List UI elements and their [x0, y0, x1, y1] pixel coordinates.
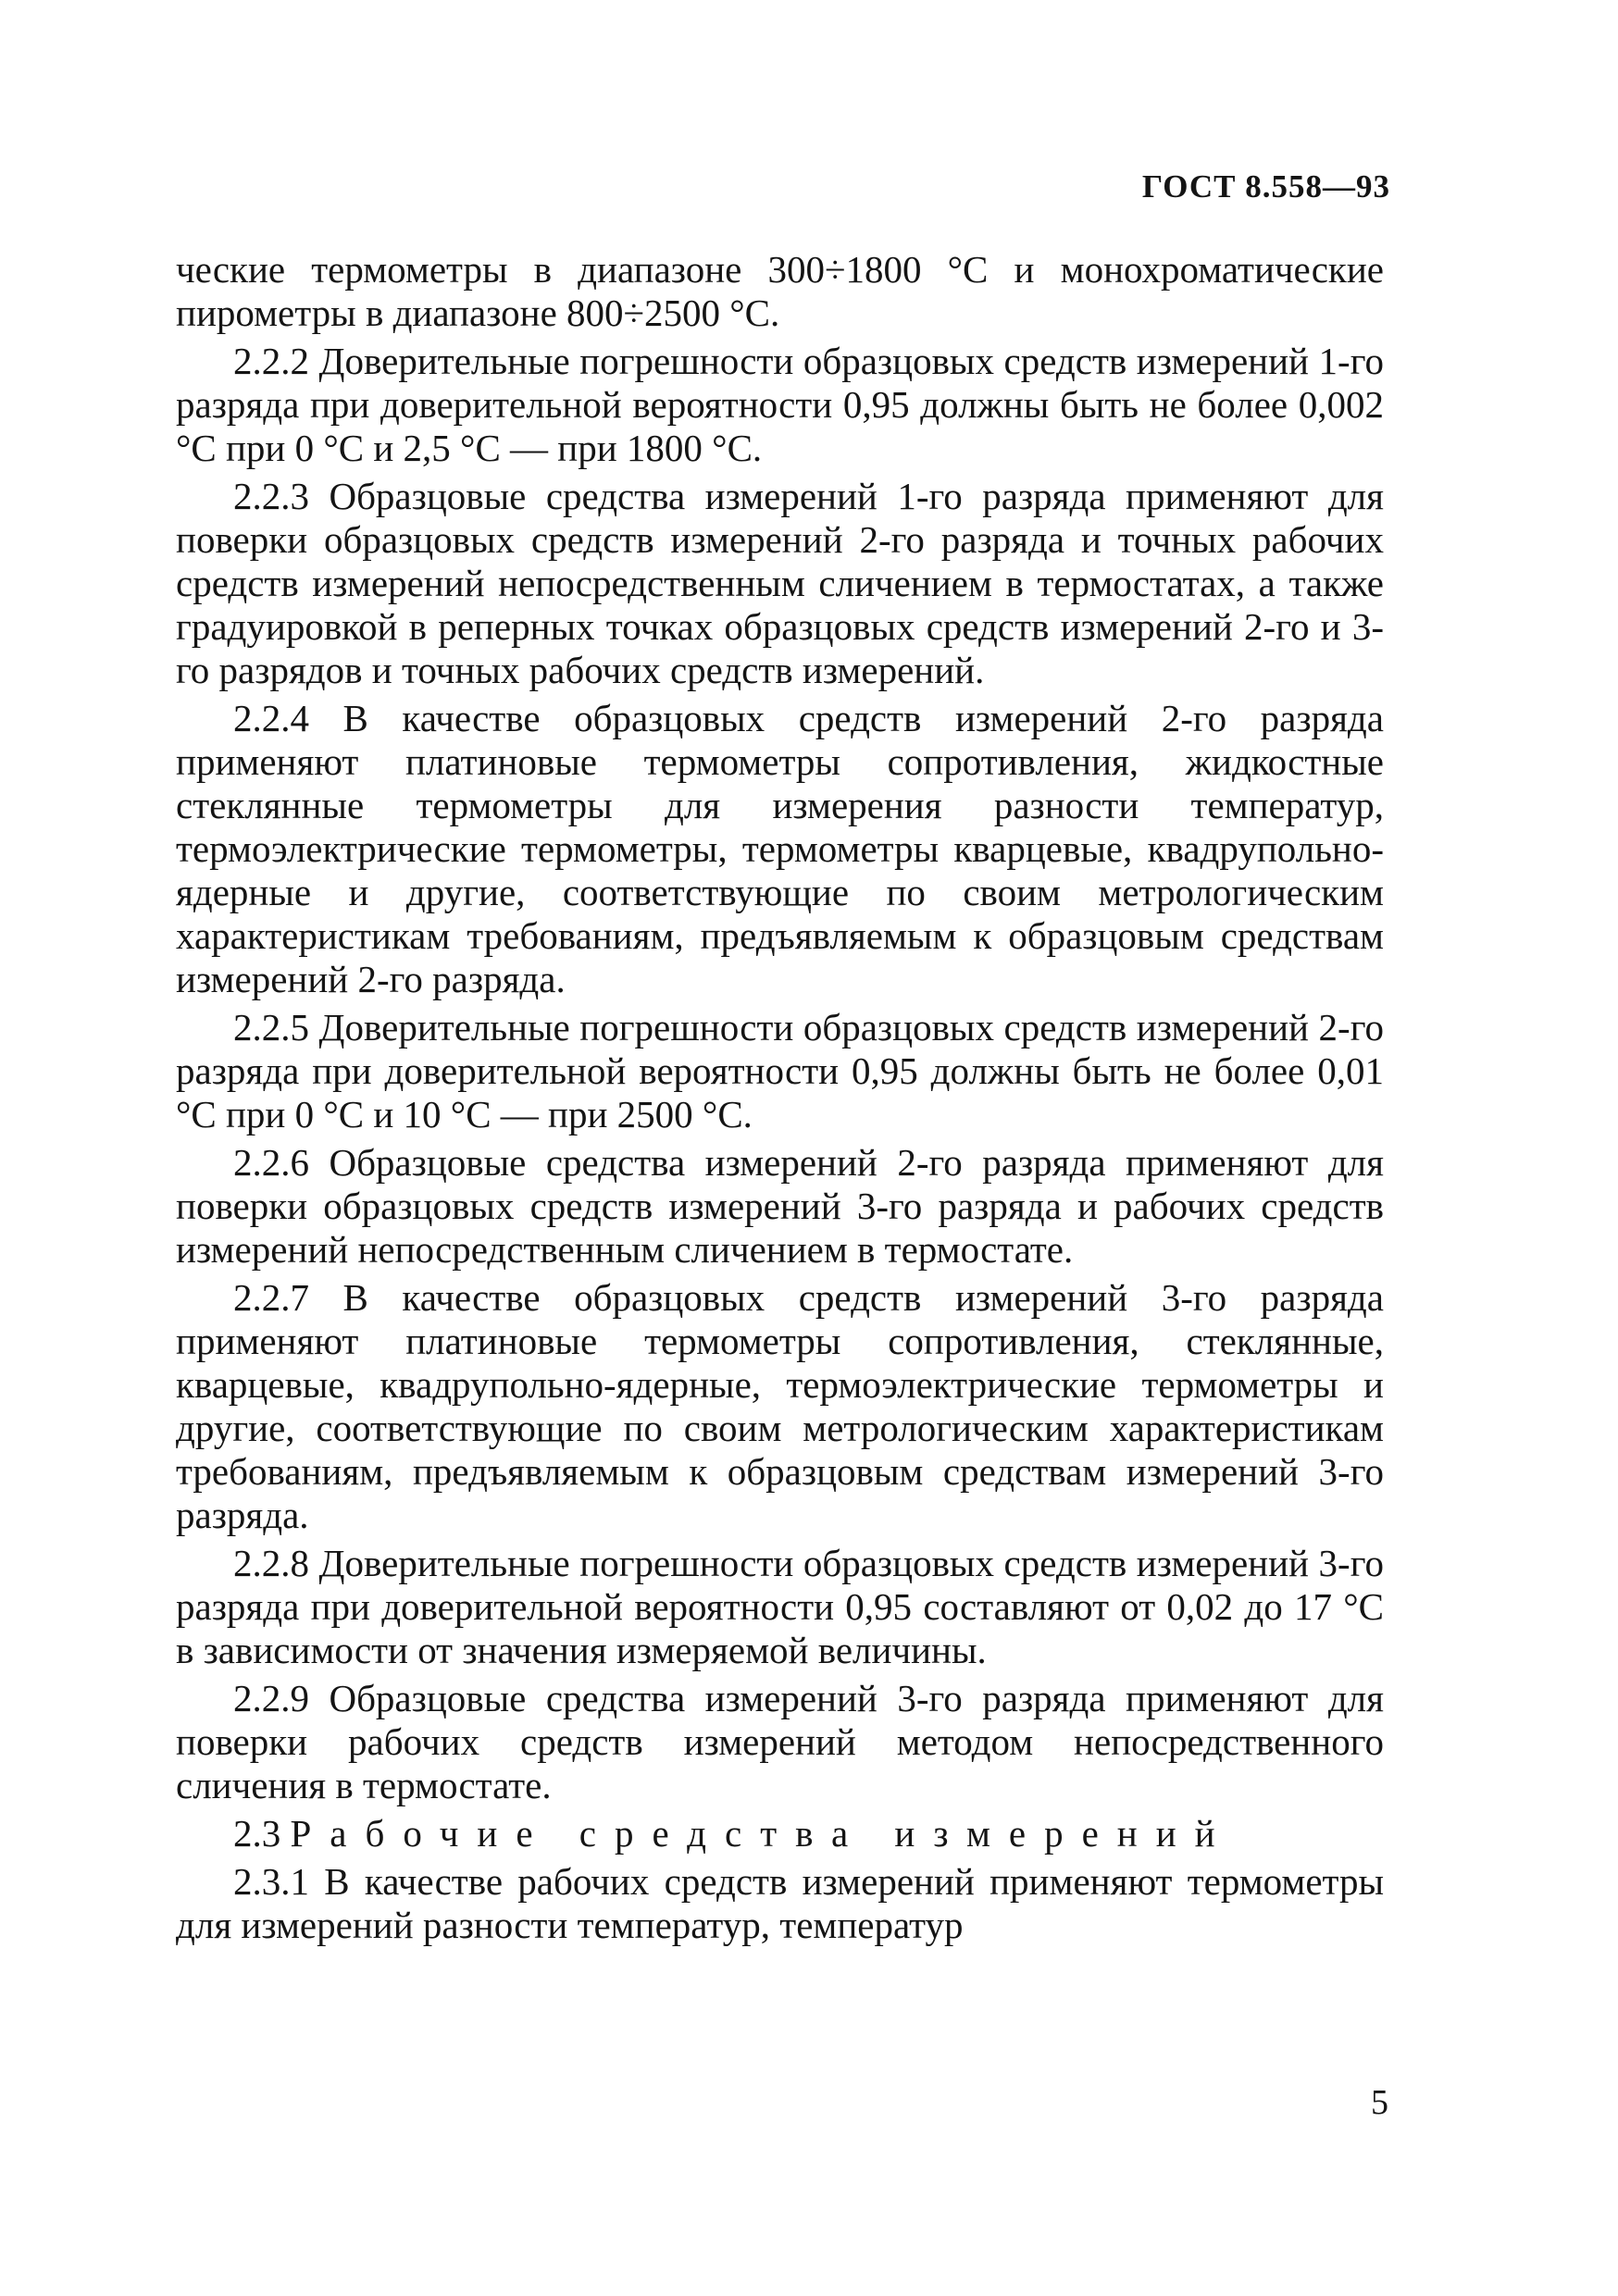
section-number: 2.3 [233, 1812, 281, 1855]
page-number: 5 [1371, 2083, 1388, 2122]
paragraph-continuation: ческие термометры в диапазоне 300÷1800 °С и монохроматические пирометры в диапазоне 800÷2500 °С. [176, 248, 1384, 334]
paragraph-2-2-2: 2.2.2 Доверительные погрешности образцовых средств измерений 1-го разряда при доверительной вероятности 0,95 должны быть не более 0,002 °С при 0 °С и 2,5 °С — при 1800 °С. [176, 340, 1384, 469]
paragraph-2-2-4: 2.2.4 В качестве образцовых средств измерений 2-го разряда применяют платиновые термометры сопротивления, жидкостные стеклянные термометры для измерения разности температур, термоэлектрические термометры, термометры кварцевые, квадрупольно-ядерные и другие, соответствующие по своим метрологическим характеристикам требованиям, предъявляемым к образцовым средствам измерений 2-го разряда. [176, 697, 1384, 1000]
section-title: Рабочие средства измерений [290, 1812, 1234, 1855]
paragraph-2-2-9: 2.2.9 Образцовые средства измерений 3-го разряда применяют для поверки рабочих средств измерений методом непосредственного сличения в термостате. [176, 1677, 1384, 1806]
paragraph-2-2-5: 2.2.5 Доверительные погрешности образцовых средств измерений 2-го разряда при доверительной вероятности 0,95 должны быть не более 0,01 °С при 0 °С и 10 °С — при 2500 °С. [176, 1006, 1384, 1136]
paragraph-2-2-8: 2.2.8 Доверительные погрешности образцовых средств измерений 3-го разряда при доверительной вероятности 0,95 составляют от 0,02 до 17 °С в зависимости от значения измеряемой величины. [176, 1542, 1384, 1671]
paragraph-2-3-1: 2.3.1 В качестве рабочих средств измерений применяют термометры для измерений разности температур, температур [176, 1860, 1384, 1946]
paragraph-2-2-6: 2.2.6 Образцовые средства измерений 2-го разряда применяют для поверки образцовых средств измерений 3-го разряда и рабочих средств измерений непосредственным сличением в термостате. [176, 1141, 1384, 1271]
document-header: ГОСТ 8.558—93 [1141, 168, 1390, 205]
paragraph-2-2-3: 2.2.3 Образцовые средства измерений 1-го разряда применяют для поверки образцовых средств измерений 2-го разряда и точных рабочих средств измерений непосредственным сличением в термостатах, а также градуировкой в реперных точках образцовых средств измерений 2-го и 3-го разрядов и точных рабочих средств измерений. [176, 475, 1384, 691]
section-heading-2-3 [176, 1812, 1384, 1855]
paragraph-2-2-7: 2.2.7 В качестве образцовых средств измерений 3-го разряда применяют платиновые термометры сопротивления, стеклянные, кварцевые, квадрупольно-ядерные, термоэлектрические термометры и другие, соответствующие по своим метрологическим характеристикам требованиям, предъявляемым к образцовым средствам измерений 3-го разряда. [176, 1276, 1384, 1536]
document-body [176, 248, 1384, 1952]
